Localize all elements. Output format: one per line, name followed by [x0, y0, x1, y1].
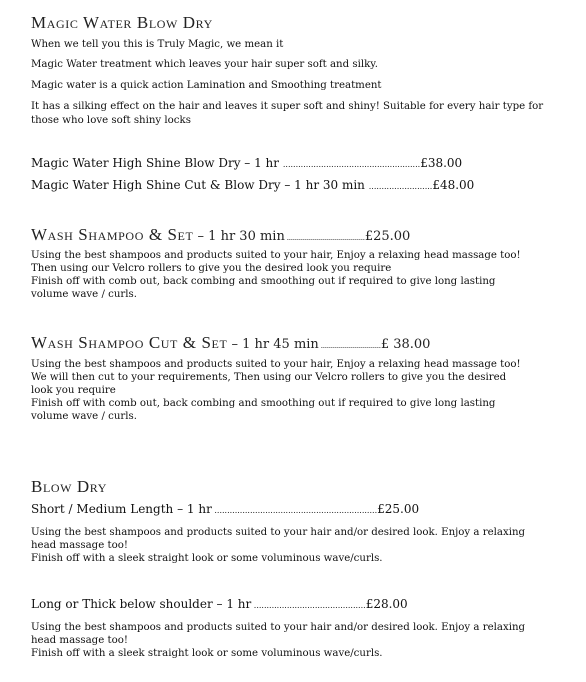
magic-line-5: those who love soft shiny locks: [31, 115, 191, 126]
price-label: Magic Water High Shine Blow Dry – 1 hr: [31, 156, 280, 170]
wash-set-heading-row: [31, 226, 410, 243]
blow-dry-heading: Blow Dry: [31, 477, 107, 496]
price-leader-dots: .......................................: [284, 233, 365, 242]
magic-line-1: When we tell you this is Truly Magic, we mean it: [31, 39, 284, 50]
blow-dry-short-line-3: Finish off with a sleek straight look or some voluminous wave/curls.: [31, 553, 383, 564]
magic-water-heading: Magic Water Blow Dry: [31, 13, 213, 32]
price-value: £25.00: [377, 502, 420, 516]
price-leader-dots: ..............................: [318, 341, 381, 350]
wash-set-duration: – 1 hr 30 min: [193, 229, 285, 244]
wash-set-heading: Wash Shampoo & Set: [31, 225, 194, 244]
magic-line-3: Magic water is a quick action Lamination and Smoothing treatment: [31, 80, 382, 91]
wash-cut-set-line-1: Using the best shampoos and products suited to your hair, Enjoy a relaxing head massage too!: [31, 359, 521, 370]
magic-price-row-2: [31, 179, 474, 191]
blow-dry-short-line-1: Using the best shampoos and products suited to your hair and/or desired look. Enjoy a relaxing: [31, 527, 526, 538]
price-label: Short / Medium Length – 1 hr: [31, 502, 212, 516]
price-leader-dots: ......................................................: [282, 160, 421, 169]
blow-dry-long-line-2: head massage too!: [31, 635, 128, 646]
wash-set-price: £25.00: [364, 229, 411, 244]
magic-line-2: Magic Water treatment which leaves your hair super soft and silky.: [31, 59, 378, 70]
price-label: Long or Thick below shoulder – 1 hr: [31, 597, 252, 611]
wash-cut-set-line-2: We will then cut to your requirements, Then using our Velcro rollers to give you the desired: [31, 372, 507, 383]
blow-dry-long-line-1: Using the best shampoos and products suited to your hair and/or desired look. Enjoy a relaxing: [31, 622, 526, 633]
wash-cut-set-line-5: volume wave / curls.: [31, 411, 137, 422]
price-value: £38.00: [420, 156, 463, 170]
wash-cut-set-price: £ 38.00: [380, 337, 431, 352]
price-value: £48.00: [432, 178, 475, 192]
wash-set-line-2: Then using our Velcro rollers to give you the desired look you require: [31, 263, 392, 274]
blow-dry-short-line-2: head massage too!: [31, 540, 128, 551]
price-leader-dots: .........................: [368, 182, 433, 191]
wash-cut-set-heading: Wash Shampoo Cut & Set: [31, 333, 228, 352]
magic-line-4: It has a silking effect on the hair and leaves it super soft and shiny! Suitable for every hair type for: [31, 101, 544, 112]
blow-dry-long-price-row: [31, 598, 408, 610]
blow-dry-short-price-row: [31, 503, 419, 515]
wash-set-line-4: volume wave / curls.: [31, 289, 137, 300]
price-value: £28.00: [365, 597, 408, 611]
blow-dry-long-line-3: Finish off with a sleek straight look or some voluminous wave/curls.: [31, 648, 383, 659]
wash-set-line-1: Using the best shampoos and products suited to your hair, Enjoy a relaxing head massage too!: [31, 250, 521, 261]
wash-cut-set-line-3: look you require: [31, 385, 116, 396]
wash-cut-set-heading-row: [31, 334, 430, 351]
price-label: Magic Water High Shine Cut & Blow Dry – 1 hr 30 min: [31, 178, 365, 192]
wash-set-line-3: Finish off with comb out, back combing and smoothing out if required to give long lasting: [31, 276, 496, 287]
price-leader-dots: ............................................: [251, 601, 366, 610]
price-leader-dots: ................................................................: [211, 506, 378, 515]
magic-price-row-1: [31, 157, 462, 169]
wash-cut-set-duration: – 1 hr 45 min: [227, 337, 319, 352]
wash-cut-set-line-4: Finish off with comb out, back combing and smoothing out if required to give long lasting: [31, 398, 496, 409]
